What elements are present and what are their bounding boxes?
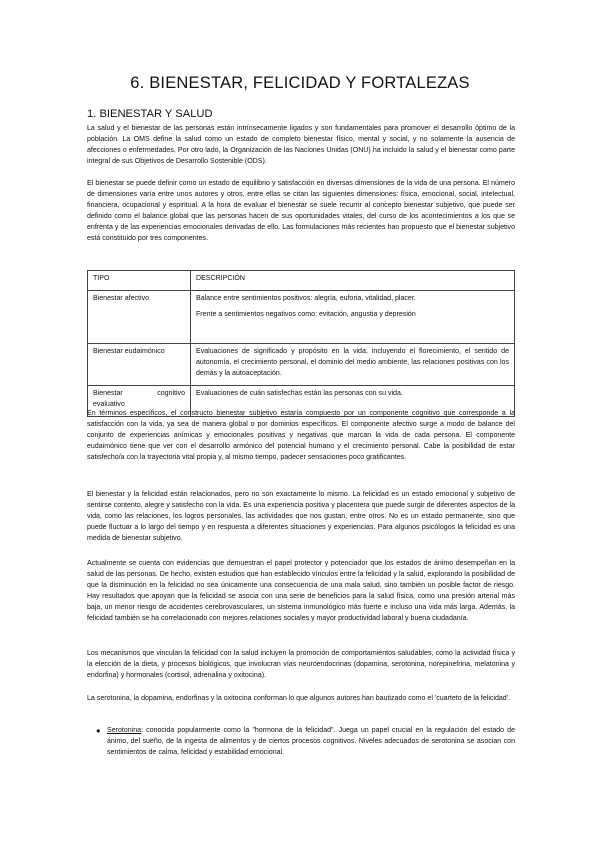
- bullet-icon: ●: [96, 726, 101, 735]
- paragraph-constructo: En términos específicos, el constructo bienestar subjetivo estaría compuesto por un componente cognitivo que corresponde a la satisfacción con la vida, ya sea de manera global o por dominios específicos. El componente afectivo surge a modo de balance del conjunto de experiencias anímicas y emocionales positivas y negativas que marcan la vida de cada persona. El componente eudaimónico tiene que ver con el desarrollo armónico del potencial humano y el crecimiento personal. Cabe la posibilidad de estar satisfecho/a con la trayectoria vital propia y, al mismo tiempo, padecer sensaciones poco gratificantes.: [87, 410, 515, 462]
- paragraph-mecanismos: Los mecanismos que vinculan la felicidad con la salud incluyen la promoción de comportamientos saludables, como la actividad física y la elección de la dieta, y procesos biológicos, que involucran vías neuroendocrinas (dopamina, serotonina, norepinefrina, melatonina y endorfina) y hormonales (cortisol, adrenalina y oxitocina).: [87, 650, 515, 680]
- section-heading: 1. BIENESTAR Y SALUD: [87, 108, 213, 120]
- table-cell-tipo: Bienestar eudaimónico: [88, 344, 191, 386]
- paragraph-definicion-bienestar: El bienestar se puede definir como un estado de equilibrio y satisfacción en diversas dimensiones de la vida de una persona. El número de dimensiones varía entre unos autores y otros, entre ellas se citan las siguientes dimensiones: física, emocional, social, intelectual, financiera, ocupacional y espiritual. A la hora de evaluar el bienestar se suele recurrir al concepto bienestar subjetivo, que puede ser definido como el balance global que las personas hacen de sus oportunidades vitales, del curso de los acontecimientos a los que se enfrenta y de las experiencias emocionales derivadas de ello. Las formulaciones más recientes han propuesto que el bienestar subjetivo está constituido por tres componentes.: [87, 180, 515, 243]
- cell-word: Bienestar: [93, 390, 123, 397]
- cell-word: cognitivo: [157, 390, 185, 397]
- bullet-list: [96, 725, 515, 758]
- paragraph-salud-bienestar: La salud y el bienestar de las personas están intrínsecamente ligados y son fundamentales para promover el desarrollo óptimo de la población. La OMS define la salud como un estado de completo bienestar físico, mental y social, y no solamente la ausencia de afecciones o enfermedades. Por otro lado, la Organización de las Naciones Unidas (ONU) ha incluido la salud y el bienestar como parte integral de sus Objetivos de Desarrollo Sostenible (ODS).: [87, 125, 515, 166]
- page-title: 6. BIENESTAR, FELICIDAD Y FORTALEZAS: [130, 74, 470, 92]
- cell-text: Evaluaciones de cuán satisfechas están las personas con su vida.: [196, 390, 403, 397]
- table-cell-descripcion: [191, 344, 515, 386]
- cell-text: Evaluaciones de significado y propósito en la vida, incluyendo el florecimiento, el sentido de autonomía, el crecimiento personal, el dominio del medio ambiente, las relaciones positivas con los demás y la autoaceptación.: [196, 348, 509, 378]
- paragraph-felicidad: El bienestar y la felicidad están relacionados, pero no son exactamente lo mismo. La felicidad es un estado emocional y subjetivo de sentirse contento, alegre y satisfecho con la vida. Es una experiencia positiva y placentera que puede surgir de diferentes aspectos de la vida, como las relaciones, los logros personales, las actividades que nos gustan, entre otros. No es un estado permanente, sino que puede fluctuar a lo largo del tiempo y en respuesta a diferentes situaciones y experiencias. Para algunos psicólogos la felicidad es una medida de bienestar subjetivo.: [87, 491, 515, 543]
- list-item: [96, 725, 515, 758]
- table-header-cell: DESCRIPCIÓN: [191, 271, 515, 291]
- bullet-text: : conocida popularmente como la "hormona de la felicidad". Juega un papel crucial en la regulación del estado de ánimo, del sueño, de la ingesta de alimentos y de ciertos procesos cognitivos. Niveles adecuados de serotonina se asocian con sentimientos de calma, felicidad y estabilidad emocional.: [107, 727, 515, 757]
- cell-text-line: [93, 388, 185, 399]
- table-header-cell: TIPO: [88, 271, 191, 291]
- paragraph-cuarteto: La serotonina, la dopamina, endorfinas y la oxitocina conforman lo que algunos autores han bautizado como el 'cuarteto de la felicidad'.: [87, 695, 511, 702]
- paragraph-evidencias: Actualmente se cuenta con evidencias que demuestran el papel protector y potenciador que los estados de ánimo desempeñan en la salud de las personas. De hecho, existen estudios que han establecido vínculos entre la felicidad y la salud, explorando la posibilidad de que la disminución en la felicidad no sea únicamente una consecuencia de una mala salud, sino también un posible factor de riesgo. Hay resultados que apoyan que la felicidad se asocia con una serie de beneficios para la salud física, como una presión arterial más baja, un menor riesgo de accidentes cerebrovasculares, un sistema inmunológico más fuerte e incluso una vida más larga. Además, la felicidad también se ha correlacionado con mejores relaciones sociales y mayor productividad laboral y buena ciudadanía.: [87, 560, 515, 623]
- table-row: [88, 344, 515, 386]
- cell-text: Frente a sentimientos negativos como: evitación, angustia y depresión: [196, 311, 416, 319]
- table-cell-tipo: Bienestar afectivo: [88, 291, 191, 344]
- cell-text: Balance entre sentimientos positivos: alegría, euforia, vitalidad, placer.: [196, 295, 416, 302]
- bienestar-types-table: [87, 270, 515, 417]
- table-row: [88, 291, 515, 344]
- cell-word: evaluativo: [93, 401, 125, 409]
- table-cell-descripcion: [191, 291, 515, 344]
- table-header-row: [88, 271, 515, 291]
- bullet-term: Serotonina: [107, 727, 142, 734]
